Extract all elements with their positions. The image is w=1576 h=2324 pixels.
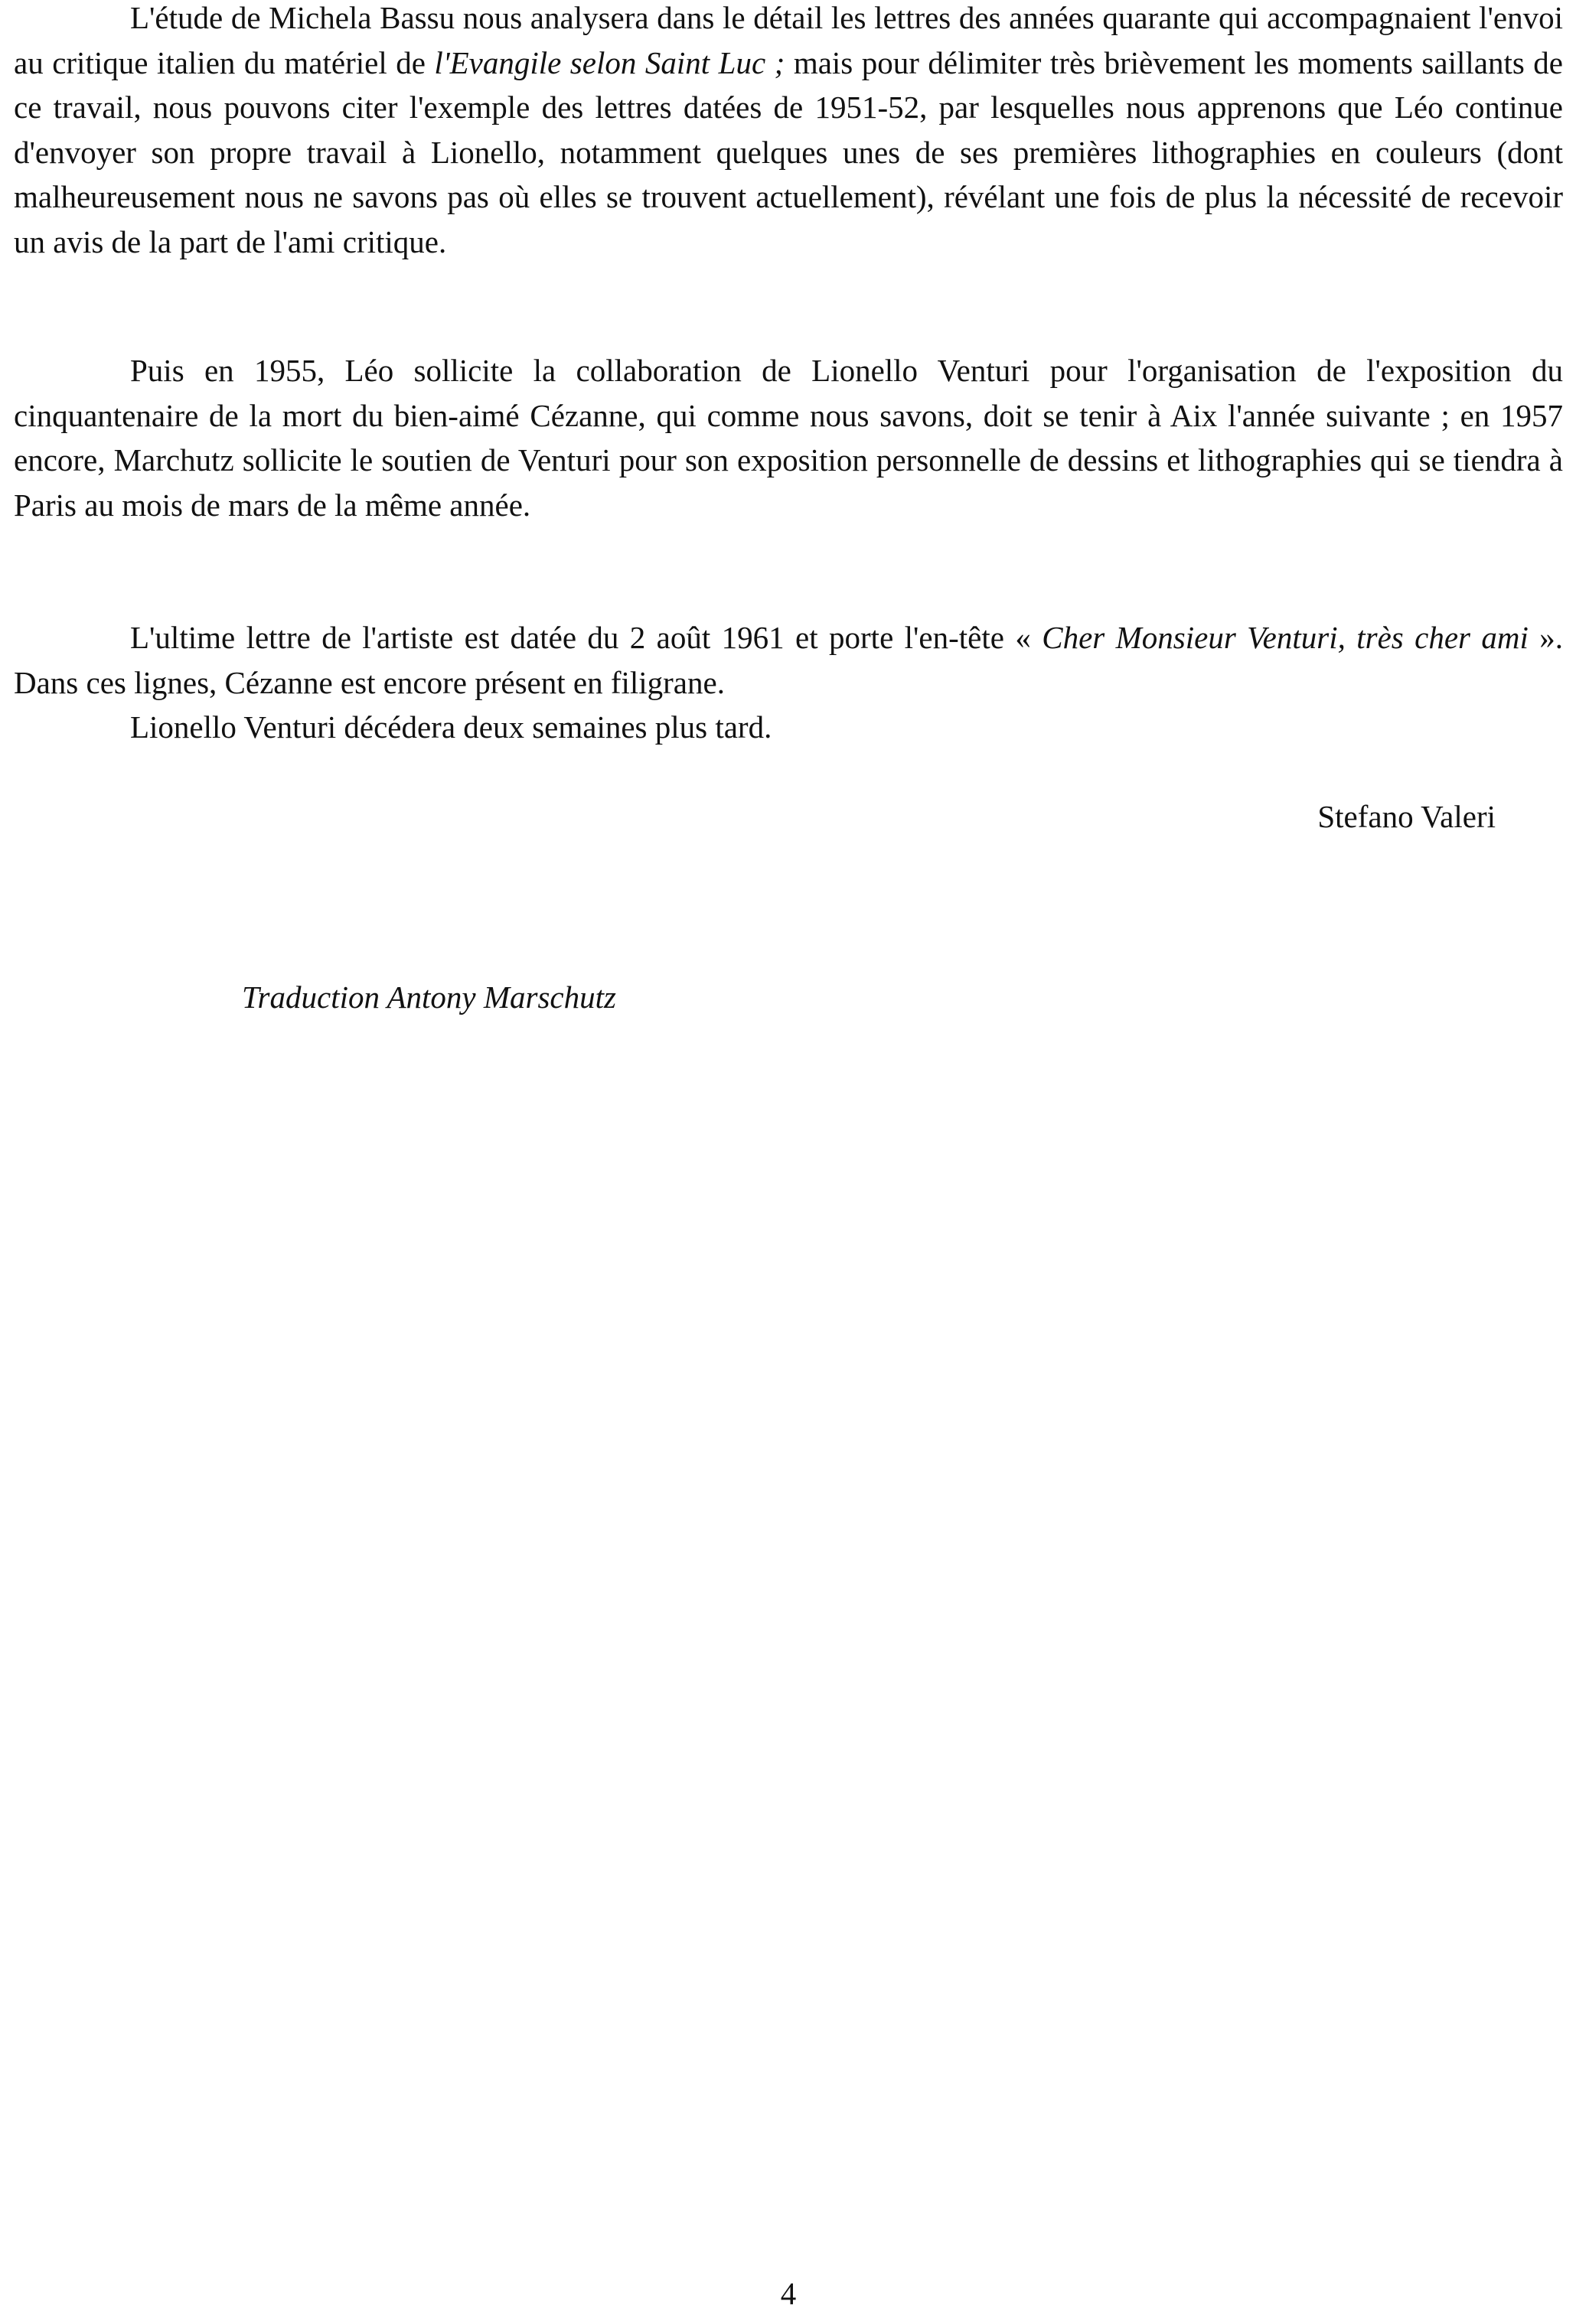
paragraph-text: L'ultime lettre de l'artiste est datée du 2 août 1961 et porte l'en-tête « — [130, 620, 1043, 655]
paragraph-deces-venturi — [14, 705, 1563, 750]
italic-letter-heading: Cher Monsieur Venturi, très cher ami — [1042, 620, 1529, 655]
paragraph-text: mais pour délimiter très brièvement les moments saillants de ce travail, nous pouvons citer l'exemple des lettres datées de 1951-52, par lesquelles nous apprenons que Léo continue d'envoyer son propre travail à Lionello, notamment quelques unes de ses premières lithographies en couleurs (dont malheureusement nous ne savons pas où elles se trouvent actuellement), révélant une fois de plus la nécessité de recevoir un avis de la part de l'ami critique. — [14, 44, 1564, 259]
paragraph-michela-bassu — [14, 0, 1563, 265]
paragraph-text: Lionello Venturi décédera deux semaines plus tard. — [130, 709, 772, 745]
translation-credit: Traduction Antony Marschutz — [242, 979, 616, 1015]
paragraph-text: Puis en 1955, Léo sollicite la collaboration de Lionello Venturi pour l'organisation de l'exposition du cinquantenaire de la mort du bien-aimé Cézanne, qui comme nous savons, doit se tenir à Aix l'année suivante ; en 1957 encore, Marchutz sollicite le soutien de Venturi pour son exposition personnelle de dessins et lithographies qui se tiendra à Paris au mois de mars de la même année. — [14, 353, 1563, 523]
paragraph-exposition-1955 — [14, 348, 1563, 527]
italic-title-evangile: l'Evangile selon Saint Luc ; — [434, 44, 785, 80]
paragraph-text: ». Dans ces lignes, Cézanne est encore présent en filigrane. — [14, 620, 1563, 700]
page-number: 4 — [780, 2276, 797, 2311]
paragraph-text: L'étude de Michela Bassu nous analysera dans le détail les lettres des années quarante qui accompagnaient l'envoi au critique italien du matériel de — [14, 0, 1563, 80]
paragraph-ultime-lettre — [14, 615, 1563, 705]
author-signature: Stefano Valeri — [1317, 799, 1496, 834]
document-page — [14, 0, 1563, 2324]
